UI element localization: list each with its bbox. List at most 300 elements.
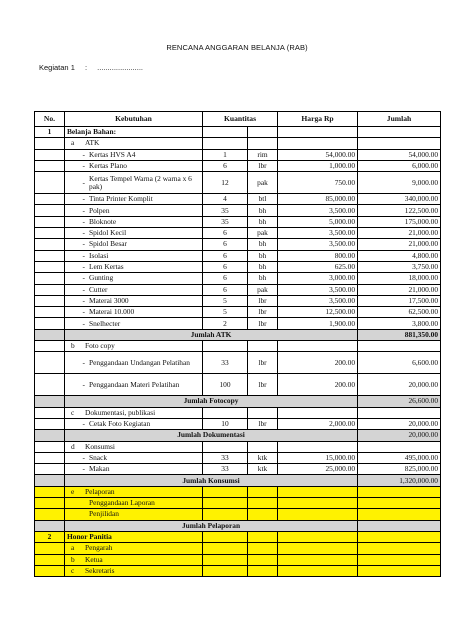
row-qty: 33 [203, 352, 248, 374]
row-no [35, 216, 65, 227]
row-total: 6,600.00 [358, 352, 441, 374]
row-total [358, 509, 441, 520]
row-kebutuhan [65, 172, 203, 194]
row-label: Spidol Kecil [89, 228, 127, 238]
row-qty [203, 543, 248, 554]
row-price: 200.00 [278, 352, 358, 374]
row-label: Cetak Foto Kegiatan [89, 419, 151, 429]
table-row [35, 441, 441, 452]
rab-table-body [35, 127, 441, 577]
row-no [35, 284, 65, 295]
dash-marker: - [82, 262, 85, 272]
table-row [35, 273, 441, 284]
table-row [35, 160, 441, 171]
row-no [35, 396, 65, 407]
row-no [35, 228, 65, 239]
row-price: 2,000.00 [278, 418, 358, 429]
row-unit [248, 138, 278, 149]
header-kebutuhan: Kebutuhan [65, 112, 203, 127]
row-price [278, 407, 358, 418]
row-price: 25,000.00 [278, 464, 358, 475]
row-no [35, 452, 65, 463]
row-qty: 33 [203, 464, 248, 475]
row-total: 9,000.00 [358, 172, 441, 194]
row-total [358, 341, 441, 352]
row-price [278, 498, 358, 509]
dash-marker: - [82, 205, 85, 215]
row-no [35, 138, 65, 149]
row-unit: lbr [248, 318, 278, 329]
row-price: 3,500.00 [278, 239, 358, 250]
row-kebutuhan [65, 441, 203, 452]
row-letter: a [71, 543, 75, 553]
row-price: 3,500.00 [278, 284, 358, 295]
row-unit: bh [248, 239, 278, 250]
row-qty [203, 554, 248, 565]
row-label: Ketua [85, 554, 103, 564]
row-label: Kertas HVS A4 [89, 149, 136, 159]
row-kebutuhan [65, 554, 203, 565]
row-total [358, 498, 441, 509]
row-total [358, 520, 441, 531]
row-price: 3,500.00 [278, 205, 358, 216]
table-row [35, 543, 441, 554]
row-no [35, 194, 65, 205]
row-total: 21,000.00 [358, 284, 441, 295]
header-no: No. [35, 112, 65, 127]
table-row [35, 452, 441, 463]
table-row [35, 486, 441, 497]
row-qty: 6 [203, 239, 248, 250]
row-label: Materai 10.000 [89, 307, 135, 317]
row-kebutuhan [65, 239, 203, 250]
row-unit: pak [248, 172, 278, 194]
row-total [358, 407, 441, 418]
table-row [35, 520, 441, 531]
row-kebutuhan [65, 284, 203, 295]
table-row [35, 138, 441, 149]
row-price [278, 441, 358, 452]
row-total-label: Jumlah Fotocopy [65, 396, 358, 407]
kegiatan-label: Kegiatan 1 [39, 63, 75, 72]
row-unit: ktk [248, 464, 278, 475]
row-total: 3,750.00 [358, 261, 441, 272]
row-price: 5,000.00 [278, 216, 358, 227]
row-no [35, 160, 65, 171]
table-row [35, 318, 441, 329]
row-unit: bh [248, 205, 278, 216]
row-kebutuhan [65, 543, 203, 554]
row-no [35, 341, 65, 352]
row-price: 85,000.00 [278, 194, 358, 205]
row-qty: 6 [203, 273, 248, 284]
row-price: 3,500.00 [278, 228, 358, 239]
row-qty: 1 [203, 149, 248, 160]
row-label: Pengarah [85, 543, 113, 553]
row-qty: 6 [203, 228, 248, 239]
table-row [35, 261, 441, 272]
row-price: 750.00 [278, 172, 358, 194]
row-kebutuhan [65, 374, 203, 396]
row-qty: 6 [203, 160, 248, 171]
row-total: 825,000.00 [358, 464, 441, 475]
row-letter: c [71, 565, 75, 575]
row-price [278, 543, 358, 554]
table-row [35, 407, 441, 418]
row-unit [248, 498, 278, 509]
row-label: ATK [85, 138, 100, 148]
dash-marker: - [82, 318, 85, 328]
kegiatan-value: ...................... [97, 63, 143, 72]
row-kebutuhan: Honor Panitia [65, 531, 203, 542]
dash-marker: - [82, 273, 85, 283]
row-kebutuhan [65, 149, 203, 160]
row-unit [248, 554, 278, 565]
row-unit [248, 127, 278, 138]
row-no [35, 261, 65, 272]
row-no [35, 441, 65, 452]
table-row [35, 565, 441, 576]
row-kebutuhan [65, 205, 203, 216]
row-no [35, 352, 65, 374]
row-kebutuhan [65, 138, 203, 149]
row-label: Tinta Printer Komplit [89, 194, 153, 204]
row-price: 1,900.00 [278, 318, 358, 329]
row-kebutuhan [65, 341, 203, 352]
kegiatan-colon: : [84, 63, 88, 72]
row-total-label: Jumlah Dokumentasi [65, 430, 358, 441]
row-unit [248, 407, 278, 418]
row-no [35, 430, 65, 441]
row-no [35, 486, 65, 497]
header-jumlah: Jumlah [358, 112, 441, 127]
row-label: Bloknote [89, 216, 117, 226]
row-price [278, 509, 358, 520]
row-kebutuhan [65, 273, 203, 284]
row-total: 62,500.00 [358, 307, 441, 318]
row-kebutuhan [65, 160, 203, 171]
table-row [35, 127, 441, 138]
row-kebutuhan [65, 250, 203, 261]
row-kebutuhan [65, 498, 203, 509]
row-no [35, 565, 65, 576]
row-total-label: Jumlah Konsumsi [65, 475, 358, 486]
dash-marker: - [82, 177, 85, 187]
row-unit: ktk [248, 452, 278, 463]
row-qty: 5 [203, 295, 248, 306]
row-kebutuhan [65, 307, 203, 318]
row-price [278, 341, 358, 352]
table-row [35, 464, 441, 475]
row-label: Materai 3000 [89, 295, 129, 305]
row-total: 26,600.00 [358, 396, 441, 407]
row-qty [203, 509, 248, 520]
row-kebutuhan [65, 509, 203, 520]
row-no [35, 295, 65, 306]
row-unit: bh [248, 261, 278, 272]
row-label: Konsumsi [85, 441, 115, 451]
row-label: Penggandaan Laporan [89, 498, 155, 508]
dash-marker: - [82, 194, 85, 204]
row-qty [203, 486, 248, 497]
header-harga: Harga Rp [278, 112, 358, 127]
table-row [35, 430, 441, 441]
row-no [35, 418, 65, 429]
dash-marker: - [82, 250, 85, 260]
row-no [35, 250, 65, 261]
row-kebutuhan [65, 318, 203, 329]
row-kebutuhan [65, 486, 203, 497]
row-total [358, 138, 441, 149]
row-unit: lbr [248, 352, 278, 374]
table-row [35, 307, 441, 318]
row-price [278, 486, 358, 497]
row-qty [203, 138, 248, 149]
table-row [35, 531, 441, 542]
row-unit [248, 531, 278, 542]
row-no [35, 239, 65, 250]
row-unit: rim [248, 149, 278, 160]
table-row [35, 396, 441, 407]
row-unit: lbr [248, 374, 278, 396]
row-label: Penggandaan Undangan Pelatihan [89, 357, 190, 367]
row-qty [203, 565, 248, 576]
dash-marker: - [82, 239, 85, 249]
table-row [35, 498, 441, 509]
row-qty: 5 [203, 307, 248, 318]
row-qty: 6 [203, 261, 248, 272]
row-qty: 6 [203, 250, 248, 261]
row-no [35, 543, 65, 554]
row-kebutuhan [65, 228, 203, 239]
row-no: 1 [35, 127, 65, 138]
row-label: Dokumentasi, publikasi [85, 407, 156, 417]
table-row [35, 250, 441, 261]
table-row [35, 554, 441, 565]
row-price [278, 138, 358, 149]
row-total: 21,000.00 [358, 239, 441, 250]
row-qty: 35 [203, 216, 248, 227]
table-row [35, 194, 441, 205]
row-total: 21,000.00 [358, 228, 441, 239]
dash-marker: - [82, 357, 85, 367]
table-row [35, 149, 441, 160]
row-total: 20,000.00 [358, 418, 441, 429]
row-qty: 4 [203, 194, 248, 205]
row-no [35, 273, 65, 284]
row-price: 3,500.00 [278, 295, 358, 306]
row-total: 20,000.00 [358, 430, 441, 441]
table-row [35, 329, 441, 340]
row-label: Pelaporan [85, 486, 115, 496]
row-no [35, 509, 65, 520]
row-total-label: Jumlah Pelaporan [65, 520, 358, 531]
row-total: 175,000.00 [358, 216, 441, 227]
row-price [278, 127, 358, 138]
row-qty: 33 [203, 452, 248, 463]
row-kebutuhan [65, 418, 203, 429]
row-kebutuhan [65, 295, 203, 306]
row-label: Foto copy [85, 341, 115, 351]
row-label: Gunting [89, 273, 114, 283]
row-unit: lbr [248, 160, 278, 171]
dash-marker: - [82, 307, 85, 317]
row-letter: a [71, 138, 75, 148]
row-letter: b [71, 554, 75, 564]
row-label: Spidol Besar [89, 239, 127, 249]
dash-marker: - [82, 149, 85, 159]
table-row [35, 205, 441, 216]
row-price: 12,500.00 [278, 307, 358, 318]
row-label: Isolasi [89, 250, 109, 260]
row-unit [248, 509, 278, 520]
row-kebutuhan [65, 452, 203, 463]
row-total [358, 441, 441, 452]
row-label: Snack [89, 452, 108, 462]
dash-marker: - [82, 295, 85, 305]
row-label: Sekretaris [85, 565, 115, 575]
row-no [35, 205, 65, 216]
row-qty [203, 441, 248, 452]
row-unit: lbr [248, 418, 278, 429]
row-no: 2 [35, 531, 65, 542]
row-price: 625.00 [278, 261, 358, 272]
row-price [278, 554, 358, 565]
dash-marker: - [82, 216, 85, 226]
row-unit: pak [248, 284, 278, 295]
row-no [35, 498, 65, 509]
row-unit [248, 565, 278, 576]
row-qty [203, 531, 248, 542]
row-no [35, 329, 65, 340]
row-kebutuhan [65, 216, 203, 227]
row-unit: bh [248, 250, 278, 261]
row-total [358, 543, 441, 554]
row-label: Lem Kertas [89, 262, 124, 272]
table-row [35, 509, 441, 520]
row-qty [203, 498, 248, 509]
row-total: 4,800.00 [358, 250, 441, 261]
dash-marker: - [82, 160, 85, 170]
table-row [35, 284, 441, 295]
row-unit: btl [248, 194, 278, 205]
row-label: Kertas Plano [89, 160, 127, 170]
row-total: 122,500.00 [358, 205, 441, 216]
row-label: Penggandaan Materi Pelatihan [89, 379, 180, 389]
row-unit: lbr [248, 295, 278, 306]
row-total: 1,320,000.00 [358, 475, 441, 486]
row-price: 54,000.00 [278, 149, 358, 160]
table-row [35, 475, 441, 486]
row-qty: 100 [203, 374, 248, 396]
row-total: 881,350.00 [358, 329, 441, 340]
row-qty: 6 [203, 284, 248, 295]
row-kebutuhan [65, 565, 203, 576]
row-label: Makan [89, 464, 110, 474]
dash-marker: - [82, 228, 85, 238]
dash-marker: - [82, 452, 85, 462]
row-total [358, 127, 441, 138]
row-total [358, 531, 441, 542]
table-row [35, 374, 441, 396]
row-kebutuhan [65, 261, 203, 272]
row-no [35, 554, 65, 565]
row-total: 17,500.00 [358, 295, 441, 306]
row-total-label: Jumlah ATK [65, 329, 358, 340]
row-kebutuhan [65, 464, 203, 475]
table-row [35, 295, 441, 306]
row-qty [203, 407, 248, 418]
row-kebutuhan [65, 194, 203, 205]
row-letter: c [71, 407, 75, 417]
table-row [35, 228, 441, 239]
row-qty: 35 [203, 205, 248, 216]
table-row [35, 341, 441, 352]
row-unit: bh [248, 273, 278, 284]
row-total: 3,800.00 [358, 318, 441, 329]
row-price: 800.00 [278, 250, 358, 261]
dash-marker: - [82, 464, 85, 474]
row-kebutuhan: Belanja Bahan: [65, 127, 203, 138]
row-total: 20,000.00 [358, 374, 441, 396]
row-label: Cutter [89, 284, 108, 294]
row-letter: d [71, 441, 75, 451]
row-unit [248, 441, 278, 452]
row-kebutuhan [65, 352, 203, 374]
row-total: 6,000.00 [358, 160, 441, 171]
table-header-row [35, 112, 441, 127]
row-total [358, 554, 441, 565]
page-title: RENCANA ANGGARAN BELANJA (RAB) [166, 43, 308, 52]
row-qty: 10 [203, 418, 248, 429]
row-no [35, 475, 65, 486]
row-label: Snelhecter [89, 318, 121, 328]
kegiatan-line [39, 63, 143, 72]
row-total: 54,000.00 [358, 149, 441, 160]
row-qty: 12 [203, 172, 248, 194]
row-label: Kertas Tempel Warna (2 warna x 6 pak) [89, 173, 192, 191]
row-price: 200.00 [278, 374, 358, 396]
row-no [35, 149, 65, 160]
row-price [278, 565, 358, 576]
header-kuantitas: Kuantitas [203, 112, 278, 127]
row-no [35, 464, 65, 475]
row-no [35, 520, 65, 531]
row-total: 495,000.00 [358, 452, 441, 463]
row-no [35, 318, 65, 329]
row-total: 340,000.00 [358, 194, 441, 205]
table-row [35, 352, 441, 374]
table-row [35, 239, 441, 250]
row-letter: e [71, 486, 75, 496]
row-qty [203, 127, 248, 138]
rab-table [34, 111, 441, 577]
row-unit [248, 486, 278, 497]
dash-marker: - [82, 379, 85, 389]
row-unit: pak [248, 228, 278, 239]
dash-marker: - [82, 284, 85, 294]
row-qty: 2 [203, 318, 248, 329]
row-unit [248, 543, 278, 554]
row-price: 3,000.00 [278, 273, 358, 284]
row-unit [248, 341, 278, 352]
row-total [358, 486, 441, 497]
row-price: 1,000.00 [278, 160, 358, 171]
row-label: Polpen [89, 205, 110, 215]
row-no [35, 172, 65, 194]
row-kebutuhan [65, 407, 203, 418]
table-row [35, 172, 441, 194]
